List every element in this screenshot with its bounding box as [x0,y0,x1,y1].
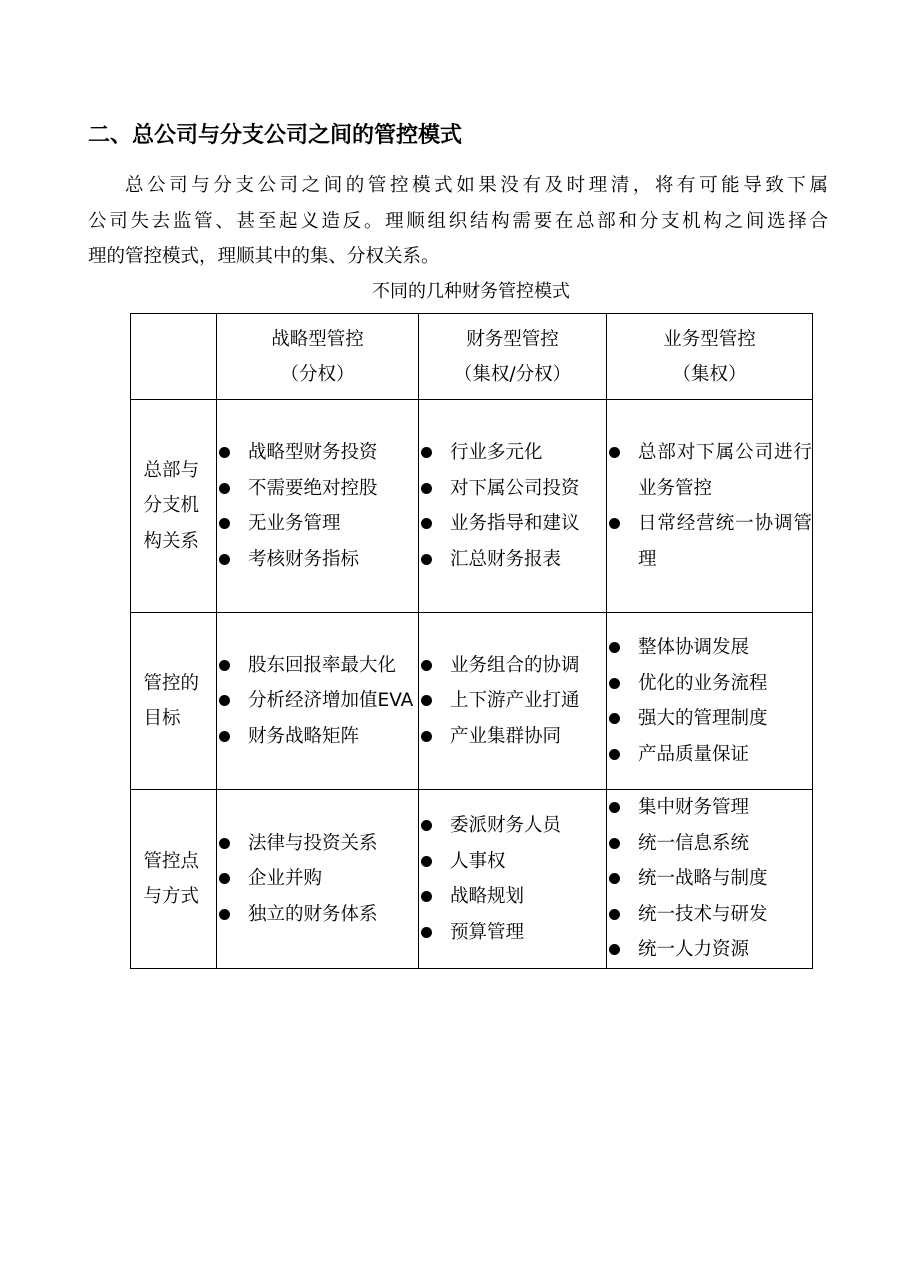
table-cell [217,613,419,790]
list-item-text: 考核财务指标 [248,548,360,570]
list-item [419,435,606,471]
bullet-icon [219,447,230,458]
list-item [217,435,418,471]
table-cell [217,400,419,613]
control-mode-table [130,313,813,969]
list-item-text: 统一人力资源 [638,939,750,961]
list-item [217,506,418,542]
bullet-icon [609,749,620,760]
list-item [419,719,606,755]
list-item [607,666,812,702]
list-item [419,808,606,844]
list-item-text: 汇总财务报表 [450,548,562,570]
bullet-icon [219,483,230,494]
bullet-icon [421,447,432,458]
row-label-control-goals [131,613,217,790]
list-item-text: 分析经济增加值EVA [248,690,414,712]
list-item-text: 整体协调发展 [638,637,750,658]
table-row [131,613,813,790]
list-item-text: 业务指导和建议 [450,513,580,534]
column-header-subtitle: （集权） [672,363,747,385]
list-item-text: 预算管理 [450,921,525,943]
list-item [607,897,812,933]
bullet-icon [421,483,432,494]
intro-paragraph [88,168,828,275]
bullet-icon [219,731,230,742]
list-item-text: 对下属公司投资 [450,477,580,499]
bullet-icon [421,695,432,706]
list-item [217,648,418,684]
row-label-hq-relationship [131,400,217,613]
bullet-icon [609,713,620,724]
bullet-icon [421,554,432,565]
list-item-text: 统一信息系统 [638,832,750,854]
bullet-icon [421,731,432,742]
row-label-line: 目标 [143,708,181,729]
bullet-icon [609,642,620,653]
bullet-icon [609,873,620,884]
list-item [607,701,812,737]
paragraph-line: 理的管控模式，理顺其中的集、分权关系。 [88,246,440,267]
row-label-line: 总部与 [143,459,200,481]
list-item [419,542,606,578]
bullet-icon [219,909,230,920]
list-item [419,471,606,507]
bullet-icon [219,695,230,706]
bullet-icon [219,838,230,849]
column-header-operational [607,314,813,400]
list-item [419,648,606,684]
table-cell [607,400,813,613]
table-cell [419,400,607,613]
list-item [217,897,418,933]
column-header-title: 业务型管控 [663,328,756,350]
list-item [419,506,606,542]
row-label-line: 管控点 [143,850,200,872]
empty-corner-cell [131,314,217,400]
column-header-strategic [217,314,419,400]
bullet-icon [219,873,230,884]
list-item-text: 独立的财务体系 [248,903,378,925]
list-item [607,630,812,666]
bullet-icon [421,856,432,867]
list-item-text: 日常经营统一协调管理 [638,513,812,570]
list-item-text: 业务组合的协调 [450,654,580,676]
table-header-row [131,314,813,400]
list-item-text: 企业并购 [248,868,323,890]
list-item-text: 集中财务管理 [638,797,750,819]
table-caption: 不同的几种财务管控模式 [372,281,570,302]
list-item [607,826,812,862]
list-item-text: 战略型财务投资 [248,442,378,463]
column-header-subtitle: （分权） [280,363,355,385]
list-item-text: 人事权 [450,850,506,872]
bullet-icon [219,660,230,671]
bullet-icon [219,518,230,529]
list-item-text: 财务战略矩阵 [248,725,360,747]
list-item-text: 行业多元化 [450,442,543,463]
bullet-icon [609,518,620,529]
list-item [217,861,418,897]
list-item-text: 统一战略与制度 [638,868,768,890]
table-cell [607,790,813,969]
list-item [419,915,606,951]
list-item-text: 总部对下属公司进行业务管控 [638,442,812,499]
list-item-text: 强大的管理制度 [638,708,768,729]
list-item-text: 股东回报率最大化 [248,654,397,676]
bullet-icon [609,447,620,458]
list-item [419,683,606,719]
list-item [607,932,812,968]
list-item-text: 产业集群协同 [450,725,562,747]
column-header-title: 财务型管控 [466,328,559,350]
row-label-line: 与方式 [143,886,200,907]
bullet-icon [609,838,620,849]
list-item [217,471,418,507]
row-label-line: 分支机 [143,495,200,517]
table-cell [217,790,419,969]
list-item [607,861,812,897]
section-heading: 二、总公司与分支公司之间的管控模式 [88,123,463,148]
list-item [217,826,418,862]
bullet-icon [609,944,620,955]
list-item [217,542,418,578]
table-row [131,790,813,969]
paragraph-line: 总公司与分支公司之间的管控模式如果没有及时理清，将有可能导致下属 [125,175,828,196]
table-cell [607,613,813,790]
column-header-title: 战略型管控 [271,328,364,350]
column-header-subtitle: （集权/分权） [453,363,572,385]
list-item [607,790,812,826]
list-item [217,683,418,719]
list-item [607,506,812,577]
column-header-financial [419,314,607,400]
bullet-icon [219,554,230,565]
bullet-icon [609,678,620,689]
table-cell [419,790,607,969]
list-item-text: 无业务管理 [248,513,341,534]
list-item-text: 战略规划 [450,886,525,907]
list-item-text: 委派财务人员 [450,815,562,836]
list-item-text: 产品质量保证 [638,743,750,765]
row-label-line: 构关系 [143,530,200,552]
list-item-text: 统一技术与研发 [638,903,768,925]
bullet-icon [421,660,432,671]
list-item [607,737,812,773]
paragraph-line: 公司失去监管、甚至起义造反。理顺组织结构需要在总部和分支机构之间选择合 [88,210,828,232]
list-item-text: 不需要绝对控股 [248,477,378,499]
table-cell [419,613,607,790]
list-item [217,719,418,755]
bullet-icon [421,820,432,831]
row-label-line: 管控的 [143,672,200,694]
bullet-icon [421,891,432,902]
table-row [131,400,813,613]
bullet-icon [609,802,620,813]
list-item-text: 法律与投资关系 [248,832,378,854]
row-label-control-points [131,790,217,969]
bullet-icon [421,518,432,529]
bullet-icon [609,909,620,920]
list-item [607,435,812,506]
list-item [419,844,606,880]
list-item-text: 优化的业务流程 [638,672,768,694]
bullet-icon [421,927,432,938]
list-item-text: 上下游产业打通 [450,690,580,712]
list-item [419,879,606,915]
